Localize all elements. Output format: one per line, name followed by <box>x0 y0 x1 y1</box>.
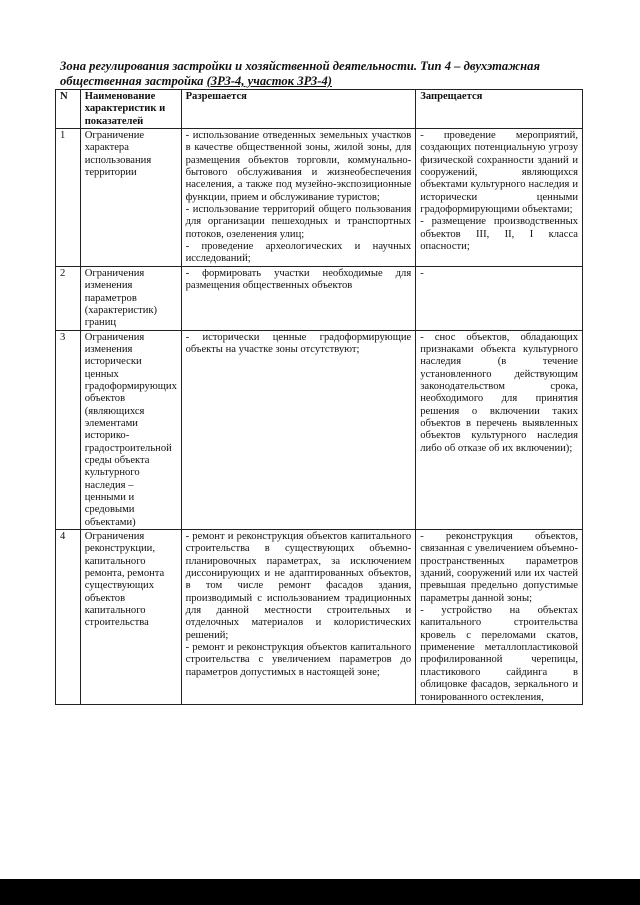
row-forbidden-item: - размещение производственных объектов III, II, I класса опасности; <box>420 216 578 253</box>
row-number: 4 <box>56 530 81 705</box>
row-number: 1 <box>56 129 81 267</box>
row-allowed-cell <box>181 129 416 267</box>
row-forbidden-item: - <box>420 267 424 279</box>
header-name: Наименование характеристик и показателей <box>80 90 181 129</box>
zone-heading-line1: Зона регулирования застройки и хозяйственной деятельности. Тип 4 – двухэтажная <box>60 59 540 73</box>
row-forbidden-cell <box>416 330 583 530</box>
row-number: 3 <box>56 330 81 530</box>
row-forbidden-cell <box>416 266 583 330</box>
zone-heading <box>60 59 615 89</box>
row-allowed-cell <box>181 266 416 330</box>
table-header-row <box>56 90 583 129</box>
zone-heading-line2 <box>60 74 615 89</box>
row-characteristic-name: Ограничения реконструкции, капитального ремонта, ремонта существующих объектов капитального строительства <box>80 530 181 705</box>
row-forbidden-cell <box>416 530 583 705</box>
row-allowed-item: - проведение археологических и научных исследований; <box>185 241 412 265</box>
row-number: 2 <box>56 266 81 330</box>
row-characteristic-name: Ограничения изменения исторически ценных градоформирующих объектов (являющихся элементами историко-градостроительной среды объекта культурного наследия – ценными и средовыми объектами) <box>80 330 181 530</box>
row-allowed-item: - ремонт и реконструкция объектов капитального строительства с увеличением параметров до параметров допустимых в настоящей зоне; <box>185 642 412 678</box>
row-characteristic-name: Ограничения изменения параметров (характеристик) границ <box>80 266 181 330</box>
row-allowed-cell <box>181 330 416 530</box>
header-n: N <box>56 90 81 129</box>
zone-heading-line2-text: общественная застройка <box>60 74 204 88</box>
table-row <box>56 266 583 330</box>
row-allowed-cell <box>181 530 416 705</box>
zone-regulations-table <box>55 89 583 705</box>
row-allowed-item: - формировать участки необходимые для размещения общественных объектов <box>185 267 412 292</box>
zone-heading-code: (ЗРЗ-4, участок ЗРЗ-4) <box>206 74 332 88</box>
row-allowed-item: - использование отведенных земельных участков в качестве общественной зоны, жилой зоны, для размещения объектов торговли, коммунально-бытового обслуживания и жизнеобеспечения населения, а также под музейно-экспозиционные функции, прием и обслуживание туристов; <box>185 130 412 203</box>
table-row <box>56 530 583 705</box>
table-row <box>56 330 583 530</box>
table-row <box>56 129 583 267</box>
row-forbidden-item: - снос объектов, обладающих признаками объекта культурного наследия (в течение установленного действующим законодательством срока, необходимого для принятия решения о включении таких объектов в перечень выявленных объектов культурного наследия либо об отказе об их включении); <box>420 331 578 454</box>
row-characteristic-name: Ограничение характера использования территории <box>80 129 181 267</box>
row-forbidden-item: - устройство на объектах капитального строительства кровель с переломами скатов, применение металлопластиковой профилированной черепицы, пластикового сайдинга в облицовке фасадов, зеркального и тонированного остекления, <box>420 605 578 703</box>
row-forbidden-item: - проведение мероприятий, создающих потенциальную угрозу физической сохранности зданий и сооружений, являющихся объектами культурного наследия и исторически ценными градоформирующими объектами; <box>420 130 578 216</box>
scan-bottom-edge <box>0 879 640 905</box>
header-forbidden: Запрещается <box>416 90 583 129</box>
header-allowed: Разрешается <box>181 90 416 129</box>
row-allowed-item: - ремонт и реконструкция объектов капитального строительства в существующих объемно-планировочных параметрах, за исключением диссонирующих и не адаптированных объектов, в том числе ремонт фасадов здания, производимый с использованием традиционных для данной местности строительных и отделочных материалов и колористических решений; <box>185 531 412 641</box>
row-forbidden-cell <box>416 129 583 267</box>
row-allowed-item: - исторически ценные градоформирующие объекты на участке зоны отсутствуют; <box>185 331 412 355</box>
row-forbidden-item: - реконструкция объектов, связанная с увеличением объемно-пространственных параметров зданий, сооружений или их частей превышая предельно допустимые параметры данной зоны; <box>420 531 578 604</box>
row-allowed-item: - использование территорий общего пользования для организации пешеходных и транспортных потоков, озеленения улиц; <box>185 204 412 240</box>
